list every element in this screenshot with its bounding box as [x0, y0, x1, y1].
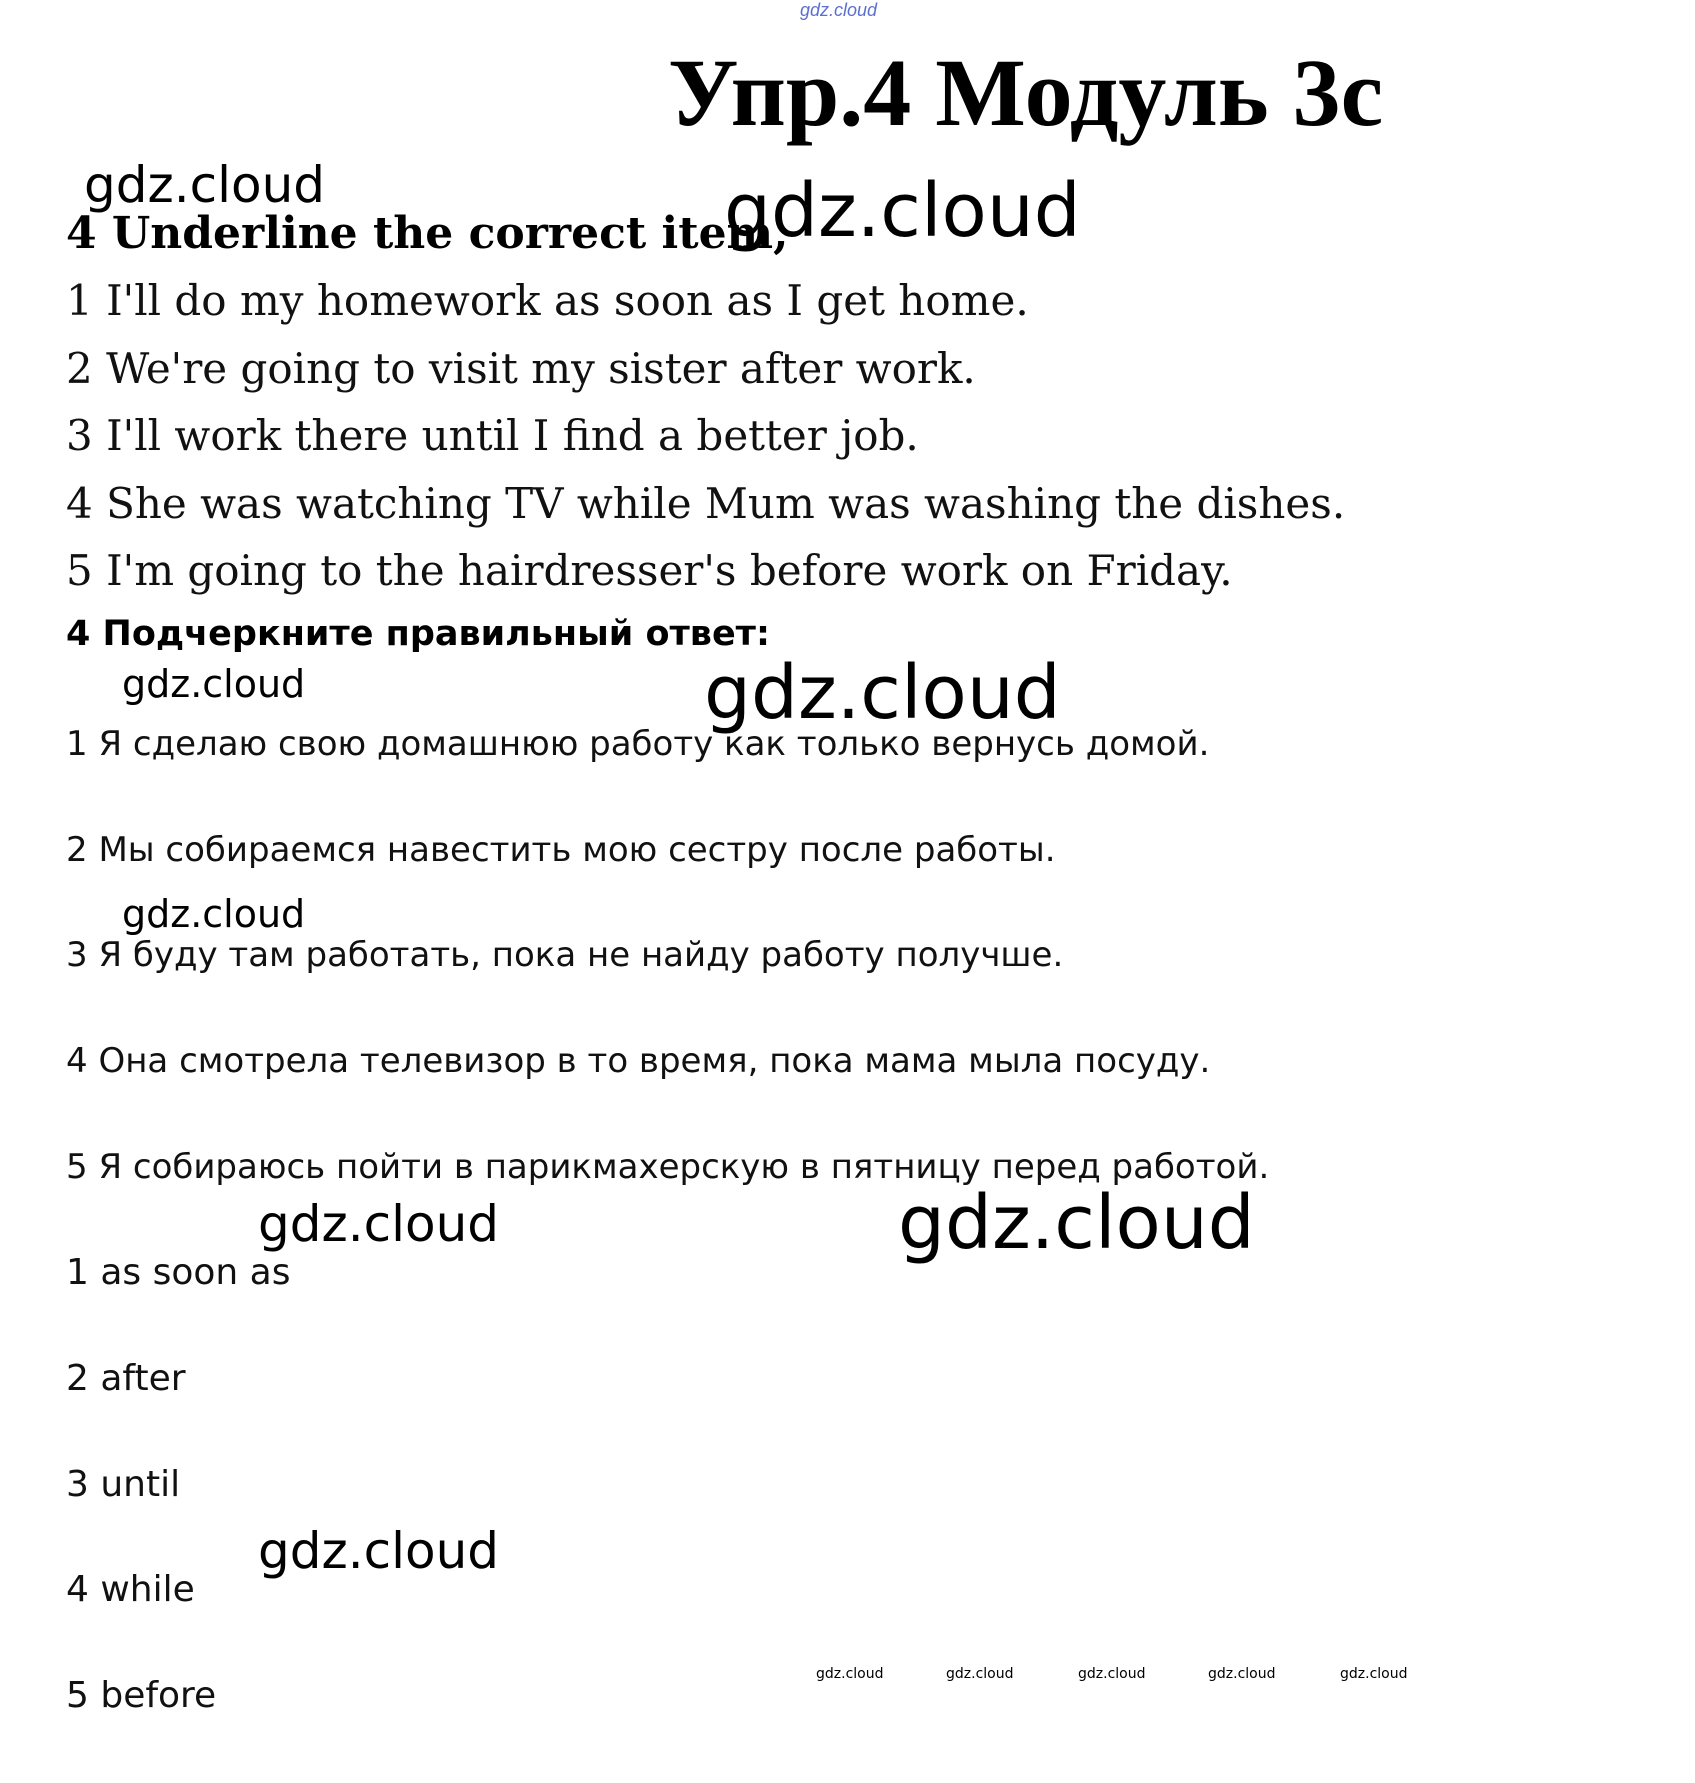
watermark: gdz.cloud [258, 1522, 500, 1580]
english-sentence: 3 I'll work there until I find a better job. [66, 411, 919, 460]
russian-sentence: 5 Я собираюсь пойти в парикмахерскую в пятницу перед работой. [66, 1147, 1270, 1187]
russian-sentence: 2 Мы собираемся навестить мою сестру после работы. [66, 830, 1056, 870]
answer-item: 5 before [66, 1675, 217, 1716]
english-sentence: 4 She was watching TV while Mum was washing the dishes. [66, 479, 1346, 528]
english-sentence: 5 I'm going to the hairdresser's before work on Friday. [66, 546, 1233, 595]
watermark: gdz.cloud [898, 1180, 1255, 1266]
watermark: gdz.cloud [704, 650, 1061, 736]
page-title: Упр.4 Модуль 3с [668, 39, 1384, 146]
top-watermark-link[interactable]: gdz.cloud [800, 0, 878, 20]
russian-sentence: 1 Я сделаю свою домашнюю работу как только вернусь домой. [66, 724, 1210, 764]
watermark: gdz.cloud [724, 168, 1081, 254]
answer-item: 1 as soon as [66, 1252, 291, 1293]
watermark: gdz.cloud [816, 1666, 884, 1682]
watermark: gdz.cloud [122, 662, 306, 706]
watermark: gdz.cloud [1340, 1666, 1408, 1682]
watermark: gdz.cloud [122, 892, 306, 936]
watermark: gdz.cloud [84, 156, 326, 214]
watermark: gdz.cloud [946, 1666, 1014, 1682]
watermark: gdz.cloud [1208, 1666, 1276, 1682]
watermark: gdz.cloud [258, 1195, 500, 1253]
russian-sentence: 3 Я буду там работать, пока не найду работу получше. [66, 935, 1064, 975]
answer-item: 4 while [66, 1569, 195, 1610]
english-sentence: 1 I'll do my homework as soon as I get home. [66, 276, 1029, 325]
russian-sentence: 4 Она смотрела телевизор в то время, пока мама мыла посуду. [66, 1041, 1211, 1081]
russian-heading: 4 Подчеркните правильный ответ: [66, 614, 770, 654]
answer-item: 2 after [66, 1358, 186, 1399]
watermark: gdz.cloud [1078, 1666, 1146, 1682]
answer-item: 3 until [66, 1464, 181, 1505]
english-sentence: 2 We're going to visit my sister after work. [66, 344, 976, 393]
english-heading: 4 Underline the correct item, [66, 208, 789, 259]
